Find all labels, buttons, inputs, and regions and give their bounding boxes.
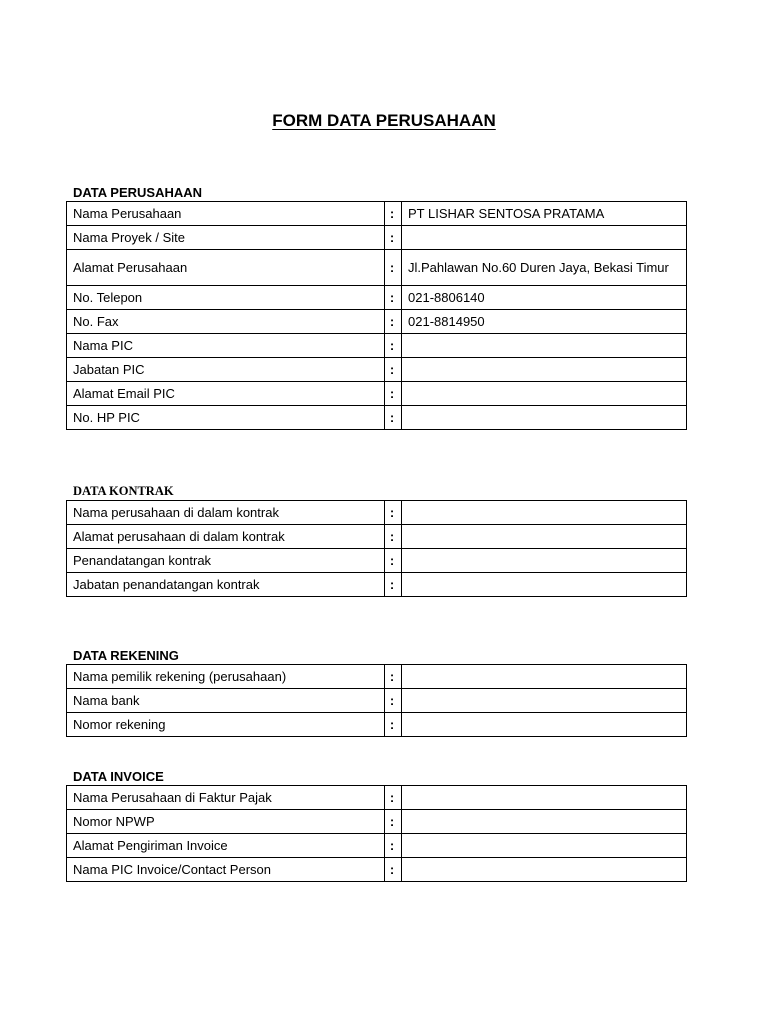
row-value[interactable] bbox=[402, 834, 687, 858]
section-title: DATA INVOICE bbox=[73, 769, 164, 784]
table-row bbox=[67, 406, 687, 430]
table-row bbox=[67, 382, 687, 406]
row-label: Jabatan penandatangan kontrak bbox=[67, 573, 385, 597]
table-row bbox=[67, 501, 687, 525]
section-data-rekening bbox=[66, 648, 687, 737]
row-label: Nama Perusahaan di Faktur Pajak bbox=[67, 786, 385, 810]
row-label: Nama pemilik rekening (perusahaan) bbox=[67, 665, 385, 689]
row-colon: : bbox=[385, 573, 402, 597]
table-row bbox=[67, 226, 687, 250]
table-row bbox=[67, 573, 687, 597]
row-value[interactable] bbox=[402, 858, 687, 882]
row-label: No. Fax bbox=[67, 310, 385, 334]
row-value[interactable] bbox=[402, 573, 687, 597]
table-row bbox=[67, 858, 687, 882]
row-label: Alamat Email PIC bbox=[67, 382, 385, 406]
table-row bbox=[67, 810, 687, 834]
row-value[interactable] bbox=[402, 665, 687, 689]
row-value[interactable] bbox=[402, 501, 687, 525]
row-colon: : bbox=[385, 786, 402, 810]
section-title: DATA PERUSAHAAN bbox=[73, 185, 203, 200]
section-title: DATA REKENING bbox=[73, 648, 179, 663]
row-colon: : bbox=[385, 834, 402, 858]
table-row bbox=[67, 689, 687, 713]
data-rekening-table bbox=[66, 664, 687, 737]
data-perusahaan-table bbox=[66, 201, 687, 430]
row-colon: : bbox=[385, 665, 402, 689]
row-label: Nomor rekening bbox=[67, 713, 385, 737]
row-label: Alamat Pengiriman Invoice bbox=[67, 834, 385, 858]
row-colon: : bbox=[385, 810, 402, 834]
row-label: Nama Proyek / Site bbox=[67, 226, 385, 250]
row-colon: : bbox=[385, 358, 402, 382]
row-colon: : bbox=[385, 858, 402, 882]
row-label: Nama Perusahaan bbox=[67, 202, 385, 226]
data-kontrak-table bbox=[66, 500, 687, 597]
table-row bbox=[67, 310, 687, 334]
row-value[interactable] bbox=[402, 525, 687, 549]
row-value[interactable] bbox=[402, 358, 687, 382]
row-value[interactable] bbox=[402, 713, 687, 737]
row-colon: : bbox=[385, 226, 402, 250]
table-row bbox=[67, 202, 687, 226]
row-value[interactable]: 021-8814950 bbox=[402, 310, 687, 334]
section-title: DATA KONTRAK bbox=[73, 484, 174, 498]
row-colon: : bbox=[385, 250, 402, 286]
row-label: Alamat Perusahaan bbox=[67, 250, 385, 286]
row-label: No. Telepon bbox=[67, 286, 385, 310]
row-value[interactable] bbox=[402, 810, 687, 834]
row-value[interactable] bbox=[402, 226, 687, 250]
row-label: Nama perusahaan di dalam kontrak bbox=[67, 501, 385, 525]
table-row bbox=[67, 665, 687, 689]
row-colon: : bbox=[385, 202, 402, 226]
row-label: No. HP PIC bbox=[67, 406, 385, 430]
table-row bbox=[67, 834, 687, 858]
table-row bbox=[67, 358, 687, 382]
row-colon: : bbox=[385, 689, 402, 713]
row-label: Nama PIC Invoice/Contact Person bbox=[67, 858, 385, 882]
row-colon: : bbox=[385, 501, 402, 525]
row-value[interactable] bbox=[402, 786, 687, 810]
section-data-invoice bbox=[66, 769, 687, 882]
row-value[interactable]: 021-8806140 bbox=[402, 286, 687, 310]
row-colon: : bbox=[385, 310, 402, 334]
row-colon: : bbox=[385, 334, 402, 358]
row-value[interactable] bbox=[402, 689, 687, 713]
row-colon: : bbox=[385, 406, 402, 430]
data-invoice-table bbox=[66, 785, 687, 882]
row-label: Nama PIC bbox=[67, 334, 385, 358]
row-value[interactable] bbox=[402, 406, 687, 430]
row-label: Nomor NPWP bbox=[67, 810, 385, 834]
row-colon: : bbox=[385, 382, 402, 406]
row-value[interactable] bbox=[402, 382, 687, 406]
row-colon: : bbox=[385, 286, 402, 310]
table-row bbox=[67, 286, 687, 310]
row-label: Jabatan PIC bbox=[67, 358, 385, 382]
row-label: Alamat perusahaan di dalam kontrak bbox=[67, 525, 385, 549]
row-value[interactable]: PT LISHAR SENTOSA PRATAMA bbox=[402, 202, 687, 226]
row-value[interactable] bbox=[402, 549, 687, 573]
row-colon: : bbox=[385, 549, 402, 573]
table-row bbox=[67, 713, 687, 737]
table-row bbox=[67, 549, 687, 573]
row-label: Penandatangan kontrak bbox=[67, 549, 385, 573]
row-label: Nama bank bbox=[67, 689, 385, 713]
table-row bbox=[67, 786, 687, 810]
row-colon: : bbox=[385, 525, 402, 549]
section-data-perusahaan bbox=[66, 185, 687, 430]
page-title: FORM DATA PERUSAHAAN bbox=[272, 111, 496, 130]
row-value[interactable]: Jl.Pahlawan No.60 Duren Jaya, Bekasi Timur bbox=[402, 250, 687, 286]
table-row bbox=[67, 334, 687, 358]
table-row bbox=[67, 250, 687, 286]
row-colon: : bbox=[385, 713, 402, 737]
row-value[interactable] bbox=[402, 334, 687, 358]
table-row bbox=[67, 525, 687, 549]
section-data-kontrak bbox=[66, 484, 687, 597]
